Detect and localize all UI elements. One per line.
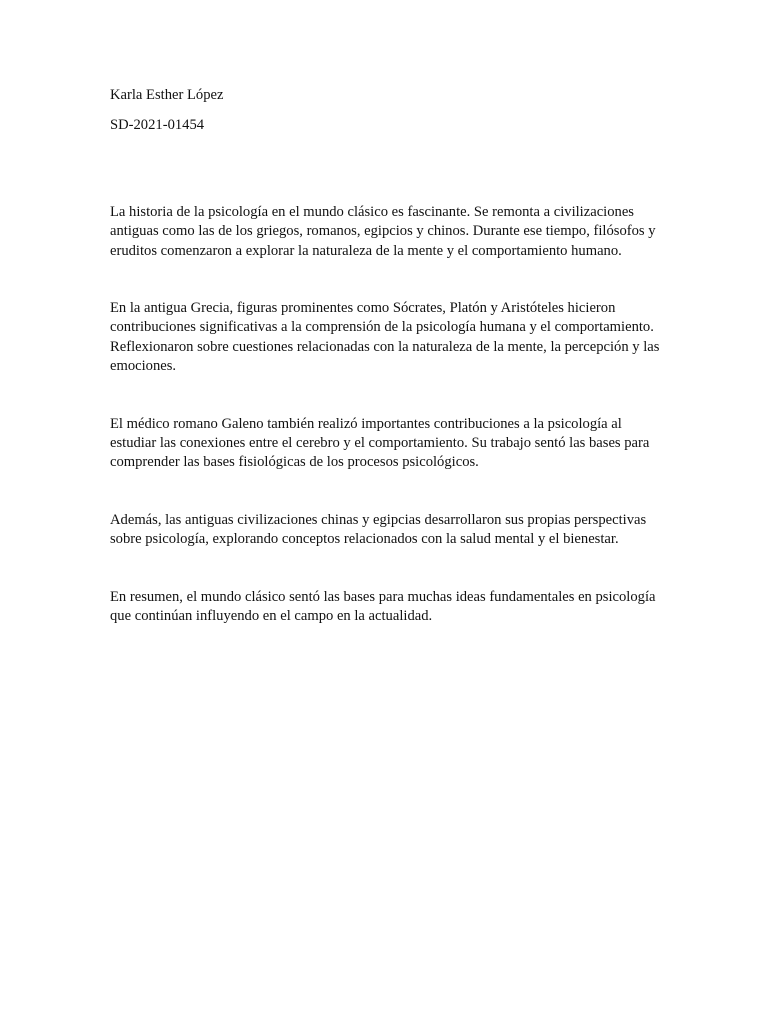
paragraph-2: En la antigua Grecia, figuras prominentes como Sócrates, Platón y Aristóteles hicieron contribuciones significativas a la comprensión de la psicología humana y el comportamiento. Reflexionaron sobre cuestiones relacionadas con la naturaleza de la mente, la percepción y las emociones.: [110, 300, 660, 375]
paragraph-1: La historia de la psicología en el mundo clásico es fascinante. Se remonta a civilizaciones antiguas como las de los griegos, romanos, egipcios y chinos. Durante ese tiempo, filósofos y eruditos comenzaron a explorar la naturaleza de la mente y el comportamiento humano.: [110, 203, 656, 259]
paragraph-3: El médico romano Galeno también realizó importantes contribuciones a la psicología al estudiar las conexiones entre el cerebro y el comportamiento. Su trabajo sentó las bases para comprender las bases fisiológicas de los procesos psicológicos.: [110, 415, 650, 471]
paragraph-5: En resumen, el mundo clásico sentó las bases para muchas ideas fundamentales en psicología que continúan influyendo en el campo en la actualidad.: [110, 588, 656, 625]
author-name: Karla Esther López: [110, 87, 224, 103]
paragraph-4: Además, las antiguas civilizaciones chinas y egipcias desarrollaron sus propias perspectivas sobre psicología, explorando conceptos relacionados con la salud mental y el bienestar.: [110, 511, 647, 548]
student-id: SD-2021-01454: [110, 117, 205, 134]
document-content: [110, 86, 662, 627]
